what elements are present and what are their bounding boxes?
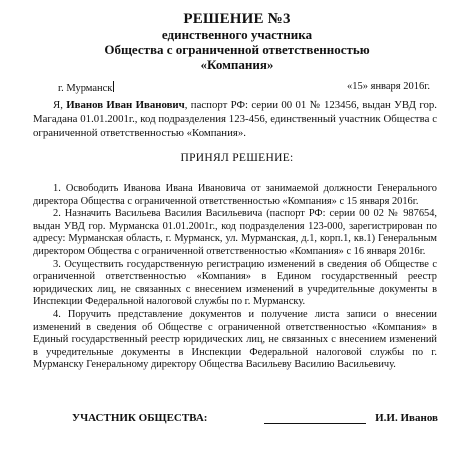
decision-item-4: 4. Поручить представление документов и получение листа записи о внесении изменений в сведения об Обществе с ограниченной ответственностью «Компания» в Единый государственный реестр юридических лиц, не связанных с внесением изменений в учредительные документы в Инспекции Федеральной налоговой службы по г. Мурманску Генеральному директору Общества Васильеву Василию Васильевичу. [33,308,437,371]
decision-item-2: 2. Назначить Васильева Василия Васильевича (паспорт РФ: серии 00 02 № 987654, выдан УВД гор. Мурманска 01.01.2001г., код подразделения 123-000, зарегистрирован по адресу: Мурманская область, г. Мурманск, ул. Мурманская, д.1, корп.1, кв.1) Генеральным директором Общества с ограниченной ответственностью «Компания» с 16 января 2016г. [33,208,437,257]
participant-name: Иванов Иван Иванович [66,99,185,111]
signatory-name: И.И. Иванов [375,412,438,424]
document-header [0,12,474,72]
decision-heading: ПРИНЯЛ РЕШЕНИЕ: [180,152,294,164]
header-line-participant: единственного участника [161,27,313,42]
place-text: г. Мурманск [58,83,113,94]
decision-item-1: 1. Освободить Иванова Ивана Ивановича от занимаемой должности Генерального директора Общества с ограниченной ответственностью «Компания» с 15 января 2016г. [33,183,437,207]
intro-paragraph [33,98,437,141]
header-line-company-type: Общества с ограниченной ответственностью [104,42,370,57]
place-date-row [58,81,430,95]
intro-prefix: Я, [53,99,67,111]
signature-label: УЧАСТНИК ОБЩЕСТВА: [72,412,208,424]
intro-rest: , паспорт РФ: серии 00 01 № 123456, выдан УВД гор. Магадана 01.01.2001г., код подразделения 123-456, единственный участник Общества с ограниченной ответственностью «Компания». [33,99,437,140]
text-cursor [113,81,114,92]
decision-item-3: 3. Осуществить государственную регистрацию изменений в сведения об Обществе с ограниченной ответственностью «Компания» в Едином государственный реестр юридических лиц, не связанных с внесением изменений в учредительные документы в Инспекции Федеральной налоговой службы по г. Мурманску. [33,258,437,308]
document-date: «15» января 2016г. [346,81,430,92]
decision-items [33,183,437,372]
signature-line [264,423,366,424]
document-title: РЕШЕНИЕ №3 [183,11,291,27]
signature-block [72,412,438,428]
header-line-company-name: «Компания» [200,57,274,72]
place-field[interactable] [58,81,114,94]
